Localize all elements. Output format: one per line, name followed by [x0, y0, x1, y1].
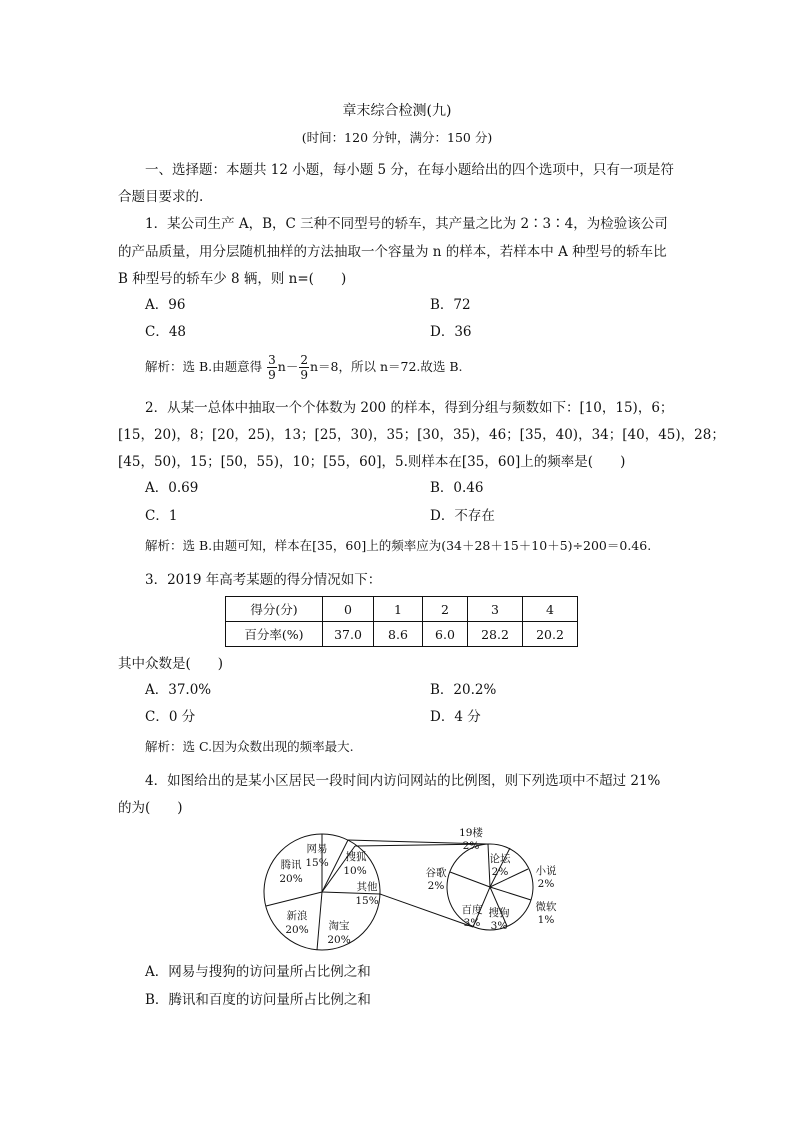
small-pie-divider	[450, 872, 490, 887]
label-19lou: 19楼	[459, 827, 483, 839]
table-cell: 20.2	[523, 622, 578, 647]
label-sougou: 搜狗	[488, 907, 510, 919]
fraction-2-9: $\frac{2}{9}$	[300, 353, 308, 382]
pct-luntan: 2%	[491, 866, 509, 878]
label-guge: 谷歌	[425, 867, 447, 879]
table-cell: 6.0	[423, 622, 468, 647]
page-subtitle: (时间：120 分钟，满分：150 分)	[301, 130, 493, 145]
large-pie-divider	[317, 892, 322, 950]
pct-baidu: 3%	[463, 917, 481, 929]
q1-option-b[interactable]: B．72	[430, 297, 471, 313]
score-table	[225, 596, 578, 647]
table-cell: 0	[323, 597, 374, 622]
q1-option-d[interactable]: D．36	[430, 324, 472, 340]
section-heading-line1: 一、选择题：本题共 12 小题，每小题 5 分，在每小题给出的四个选项中，只有一项是符	[145, 162, 674, 178]
pct-qita: 15%	[355, 895, 379, 907]
q4-option-a[interactable]: A．网易与搜狗的访问量所占比例之和	[145, 964, 371, 980]
table-row	[226, 622, 578, 647]
small-pie-divider	[488, 844, 490, 887]
pct-souhu: 10%	[343, 865, 367, 877]
q1-option-c[interactable]: C．48	[145, 324, 187, 340]
pct-taobao: 20%	[327, 934, 351, 946]
page-title: 章末综合检测(九)	[342, 103, 452, 119]
pct-xiaoshuo: 2%	[537, 878, 555, 890]
table-cell: 2	[423, 597, 468, 622]
q3-option-d[interactable]: D．4 分	[430, 709, 481, 725]
q1-stem-line3: B 种型号的轿车少 8 辆，则 n=( )	[118, 271, 347, 287]
q3-option-b[interactable]: B．20.2%	[430, 682, 497, 698]
q2-solution: 解析：选 B.由题可知，样本在[35，60]上的频率应为(34＋28＋15＋10＋5)÷200＝0.46.	[145, 538, 652, 553]
q1-option-a[interactable]: A．96	[145, 297, 186, 313]
label-luntan: 论坛	[489, 853, 511, 865]
pct-weiruan: 1%	[537, 914, 555, 926]
pct-sougou: 3%	[490, 920, 508, 932]
table-cell: 1	[374, 597, 423, 622]
pct-19lou: 2%	[462, 840, 480, 852]
fraction-3-9: $\frac{3}{9}$	[268, 353, 276, 382]
q2-option-a[interactable]: A．0.69	[145, 480, 199, 496]
label-baidu: 百度	[461, 904, 483, 916]
label-taobao: 淘宝	[328, 920, 350, 932]
q2-option-c[interactable]: C．1	[145, 508, 178, 524]
small-pie-divider	[490, 887, 531, 900]
q2-option-d[interactable]: D．不存在	[430, 508, 495, 524]
q1-stem-line2: 的产品质量，用分层随机抽样的方法抽取一个容量为 n 的样本，若样本中 A 种型号的轿车比	[118, 244, 667, 260]
label-weiruan: 微软	[535, 901, 557, 913]
table-cell: 得分(分)	[226, 597, 323, 622]
q4-stem-line2: 的为( )	[118, 800, 183, 816]
q3-solution: 解析：选 C.因为众数出现的频率最大.	[145, 739, 354, 754]
label-xiaoshuo: 小说	[535, 865, 557, 877]
table-cell: 4	[523, 597, 578, 622]
pct-guge: 2%	[427, 880, 445, 892]
table-cell: 8.6	[374, 622, 423, 647]
q4-option-b[interactable]: B．腾讯和百度的访问量所占比例之和	[145, 992, 371, 1008]
q3-stem-line1: 3．2019 年高考某题的得分情况如下：	[145, 572, 382, 588]
q2-stem-line2: [15，20)，8；[20，25)，13；[25，30)，35；[30，35)，46；[35，40)，34；[40，45)，28；	[118, 427, 725, 443]
pct-wangyi: 15%	[305, 857, 329, 869]
label-tengxun: 腾讯	[280, 859, 302, 871]
q1-solution: 解析：选 B.由题意得 $\frac{3}{9}$ n－ $\frac{2}{9}$ n＝8，所以 n＝72.故选 B.	[145, 353, 463, 382]
table-cell: 37.0	[323, 622, 374, 647]
q2-option-b[interactable]: B．0.46	[430, 480, 484, 496]
q3-stem-line2: 其中众数是( )	[118, 656, 224, 672]
q4-stem-line1: 4．如图给出的是某小区居民一段时间内访问网站的比例图，则下列选项中不超过 21%	[145, 773, 661, 789]
label-wangyi: 网易	[306, 843, 328, 855]
table-cell: 百分率(%)	[226, 622, 323, 647]
connector-line	[380, 894, 473, 927]
q3-option-a[interactable]: A．37.0%	[145, 682, 212, 698]
pct-xinlang: 20%	[285, 924, 309, 936]
q2-stem-line3: [45，50)，15；[50，55)，10；[55，60]，5.则样本在[35，60]上的频率是( )	[118, 454, 626, 470]
pct-tengxun: 20%	[279, 873, 303, 885]
section-heading-line2: 合题目要求的.	[118, 189, 204, 205]
website-proportion-pie-charts	[255, 822, 565, 957]
q3-option-c[interactable]: C．0 分	[145, 709, 196, 725]
table-cell: 3	[468, 597, 523, 622]
table-row	[226, 597, 578, 622]
label-xinlang: 新浪	[286, 910, 308, 922]
q1-stem-line1: 1．某公司生产 A，B，C 三种不同型号的轿车，其产量之比为 2∶3∶4，为检验该公司	[145, 216, 668, 232]
q2-stem-line1: 2．从某一总体中抽取一个个体数为 200 的样本，得到分组与频数如下：[10，15)，6；	[145, 400, 674, 416]
label-qita: 其他	[356, 881, 378, 893]
table-cell: 28.2	[468, 622, 523, 647]
large-pie-divider	[266, 892, 322, 906]
label-souhu: 搜狐	[345, 851, 367, 863]
